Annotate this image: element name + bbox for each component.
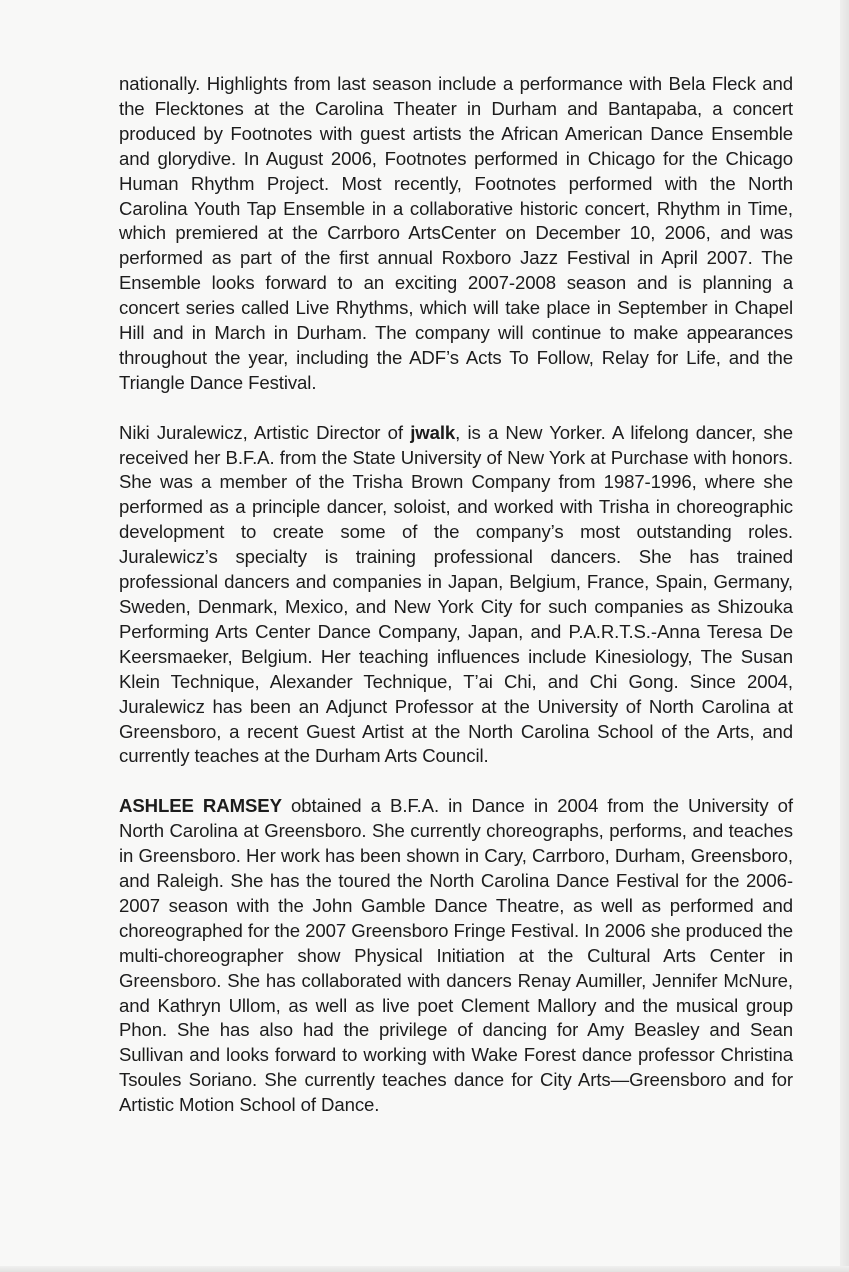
ramsey-bio-paragraph xyxy=(119,794,793,1118)
juralewicz-bio-lead: Niki Juralewicz, Artistic Director of xyxy=(119,421,411,443)
footnotes-paragraph-text: nationally. Highlights from last season include a performance with Bela Fleck and the Flecktones at the Carolina Theater in Durham and Bantapaba, a concert produced by Footnotes with guest artists the African American Dance Ensemble and glorydive. In August 2006, Footnotes performed in Chicago for the Chicago Human Rhythm Project. Most recently, Footnotes performed with the North Carolina Youth Tap Ensemble in a collaborative historic concert, Rhythm in Time, which premiered at the Carrboro ArtsCenter on December 10, 2006, and was performed as part of the first annual Roxboro Jazz Festival in April 2007. The Ensemble looks forward to an exciting 2007-2008 season and is planning a concert series called Live Rhythms, which will take place in September in Chapel Hill and in March in Durham. The company will continue to make appearances throughout the year, including the ADF’s Acts To Follow, Relay for Life, and the Triangle Dance Festival. xyxy=(119,73,793,393)
bio-text-column xyxy=(119,72,793,1118)
juralewicz-bio-paragraph xyxy=(119,421,793,770)
page-edge-shadow-right xyxy=(840,0,849,1272)
ramsey-name-heading: ASHLEE RAMSEY xyxy=(119,795,282,817)
page-edge-shadow-bottom xyxy=(0,1266,849,1272)
ramsey-bio-text: obtained a B.F.A. in Dance in 2004 from the University of North Carolina at Greensboro. She currently choreographs, performs, and teaches in Greensboro. Her work has been shown in Cary, Carrboro, Durham, Greensboro, and Raleigh. She has the toured the North Carolina Dance Festival for the 2006-2007 season with the John Gamble Dance Theatre, as well as performed and choreographed for the 2007 Greensboro Fringe Festival. In 2006 she produced the multi-choreographer show Physical Initiation at the Cultural Arts Center in Greensboro. She has collaborated with dancers Renay Aumiller, Jennifer McNure, and Kathryn Ullom, as well as live poet Clement Mallory and the musical group Phon. She has also had the privilege of dancing for Amy Beasley and Sean Sullivan and looks forward to working with Wake Forest dance professor Christina Tsoules Soriano. She currently teaches dance for City Arts—Greensboro and for Artistic Motion School of Dance. xyxy=(119,795,793,1116)
company-name-jwalk: jwalk xyxy=(410,421,456,443)
juralewicz-bio-text: , is a New Yorker. A lifelong dancer, she received her B.F.A. from the State University of New York at Purchase with honors. She was a member of the Trisha Brown Company from 1987-1996, where she performed as a principle dancer, soloist, and worked with Trisha in choreographic development to create some of the company’s most outstanding roles. Juralewicz’s specialty is training professional dancers. She has trained professional dancers and companies in Japan, Belgium, France, Spain, Germany, Sweden, Denmark, Mexico, and New York City for such companies as Shizouka Performing Arts Center Dance Company, Japan, and P.A.R.T.S.-Anna Teresa De Keersmaeker, Belgium. Her teaching influences include Kinesiology, The Susan Klein Technique, Alexander Technique, T’ai Chi, and Chi Gong. Since 2004, Juralewicz has been an Adjunct Professor at the University of North Carolina at Greensboro, a recent Guest Artist at the North Carolina School of the Arts, and currently teaches at the Durham Arts Council. xyxy=(119,421,793,767)
footnotes-paragraph xyxy=(119,72,793,396)
